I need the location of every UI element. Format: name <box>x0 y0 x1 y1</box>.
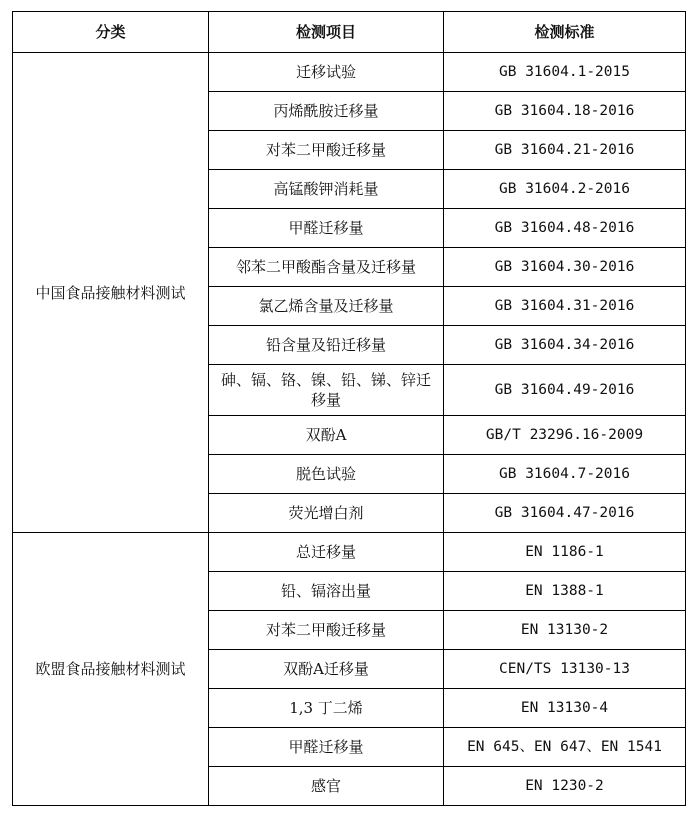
test-standard-cell: CEN/TS 13130-13 <box>444 650 686 689</box>
header-test-item: 检测项目 <box>209 12 444 53</box>
test-standard-cell: GB 31604.1-2015 <box>444 53 686 92</box>
table-row <box>13 53 686 92</box>
test-standard-cell: EN 13130-4 <box>444 689 686 728</box>
test-item-cell: 对苯二甲酸迁移量 <box>209 611 444 650</box>
table-row <box>13 533 686 572</box>
test-item-cell: 氯乙烯含量及迁移量 <box>209 287 444 326</box>
category-cell-china: 中国食品接触材料测试 <box>13 53 209 533</box>
test-item-cell: 铅含量及铅迁移量 <box>209 326 444 365</box>
test-standard-cell: EN 645、EN 647、EN 1541 <box>444 728 686 767</box>
test-standard-cell: GB 31604.34-2016 <box>444 326 686 365</box>
test-standard-cell: EN 1186-1 <box>444 533 686 572</box>
category-cell-eu: 欧盟食品接触材料测试 <box>13 533 209 806</box>
test-item-cell: 双酚A迁移量 <box>209 650 444 689</box>
test-standard-cell: GB 31604.47-2016 <box>444 494 686 533</box>
test-standard-cell: GB 31604.18-2016 <box>444 92 686 131</box>
test-standard-cell: GB 31604.2-2016 <box>444 170 686 209</box>
test-standard-cell: GB/T 23296.16-2009 <box>444 416 686 455</box>
test-item-cell: 1,3 丁二烯 <box>209 689 444 728</box>
test-item-cell: 对苯二甲酸迁移量 <box>209 131 444 170</box>
test-item-cell: 高锰酸钾消耗量 <box>209 170 444 209</box>
header-row <box>13 12 686 53</box>
test-item-cell: 砷、镉、铬、镍、铅、锑、锌迁移量 <box>209 365 444 416</box>
header-test-standard: 检测标准 <box>444 12 686 53</box>
test-standard-cell: GB 31604.30-2016 <box>444 248 686 287</box>
test-item-cell: 双酚A <box>209 416 444 455</box>
test-item-cell: 总迁移量 <box>209 533 444 572</box>
test-item-cell: 丙烯酰胺迁移量 <box>209 92 444 131</box>
test-item-cell: 迁移试验 <box>209 53 444 92</box>
test-standard-cell: GB 31604.31-2016 <box>444 287 686 326</box>
test-item-cell: 荧光增白剂 <box>209 494 444 533</box>
test-item-cell: 甲醛迁移量 <box>209 209 444 248</box>
test-standard-cell: GB 31604.7-2016 <box>444 455 686 494</box>
test-item-cell: 脱色试验 <box>209 455 444 494</box>
test-item-cell: 感官 <box>209 767 444 806</box>
test-standard-cell: GB 31604.48-2016 <box>444 209 686 248</box>
header-category: 分类 <box>13 12 209 53</box>
test-standard-cell: EN 1388-1 <box>444 572 686 611</box>
food-contact-test-table <box>12 11 686 806</box>
test-item-cell: 铅、镉溶出量 <box>209 572 444 611</box>
test-standard-cell: EN 13130-2 <box>444 611 686 650</box>
test-item-cell: 甲醛迁移量 <box>209 728 444 767</box>
test-standard-cell: GB 31604.49-2016 <box>444 365 686 416</box>
test-standard-cell: EN 1230-2 <box>444 767 686 806</box>
test-item-cell: 邻苯二甲酸酯含量及迁移量 <box>209 248 444 287</box>
test-standard-cell: GB 31604.21-2016 <box>444 131 686 170</box>
